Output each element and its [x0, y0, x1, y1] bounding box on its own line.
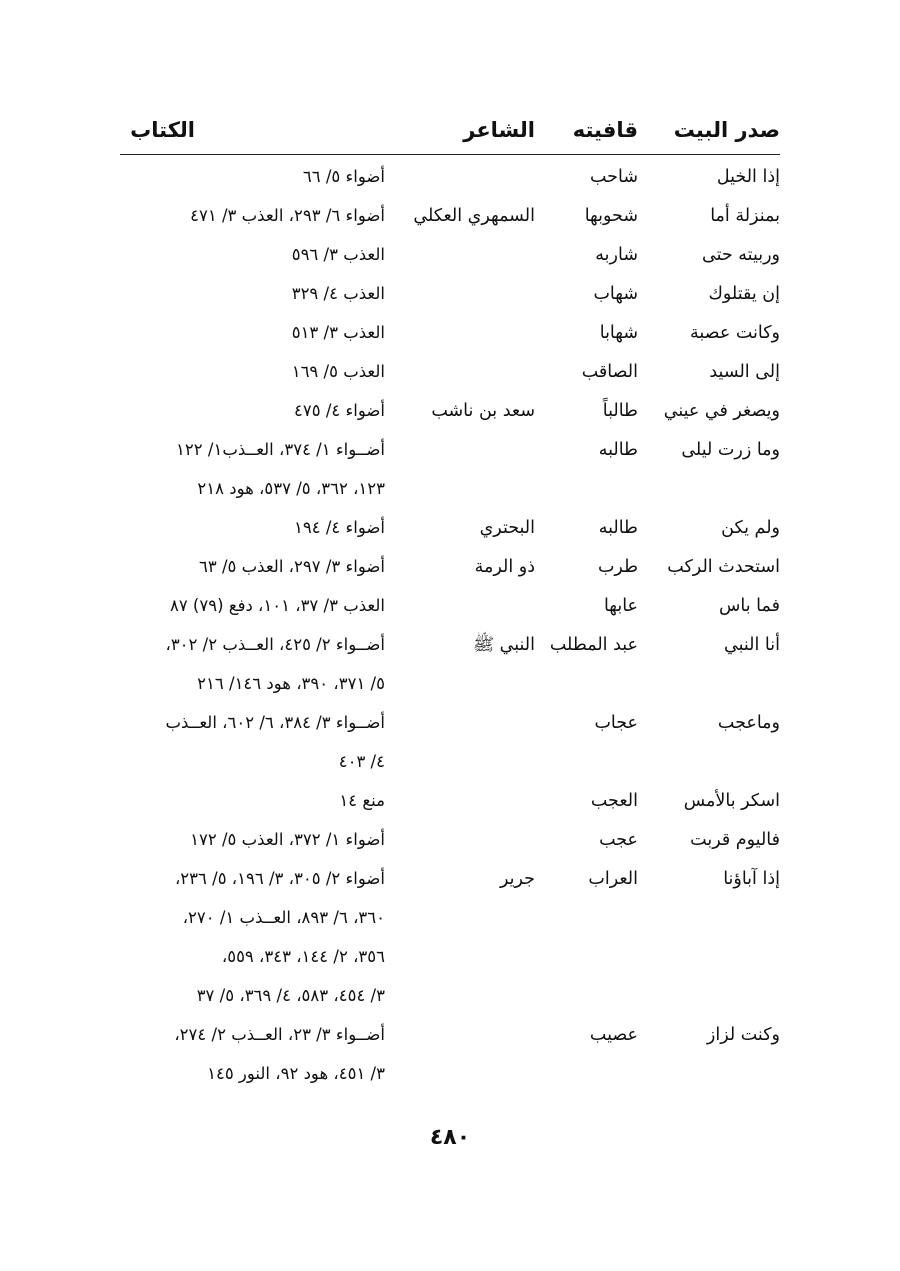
cell-sadr: وكانت عصبة [689, 323, 780, 343]
header-kitab: الكتاب [130, 118, 195, 142]
cell-qafiya: عجاب [594, 713, 638, 733]
table-row [0, 745, 900, 784]
cell-shaer: البحتري [479, 518, 535, 538]
cell-qafiya: طرب [597, 557, 638, 577]
table-row [0, 433, 900, 472]
cell-sadr: إلى السيد [709, 362, 780, 382]
table-row [0, 823, 900, 862]
cell-shaer: سعد بن ناشب [431, 401, 535, 421]
cell-sadr: فما باس [719, 596, 780, 616]
cell-shaer: النبي ﷺ [472, 635, 535, 655]
cell-sadr: إن يقتلوك [708, 284, 780, 304]
table-header [120, 118, 780, 155]
cell-kitab: أضواء ٥/ ٦٦ [302, 167, 385, 186]
table-row [0, 511, 900, 550]
cell-shaer: ذو الرمة [474, 557, 535, 577]
cell-sadr: وكنت لزاز [706, 1025, 780, 1045]
cell-sadr: وماعجب [717, 713, 780, 733]
cell-kitab: أضواء ١/ ٣٧٢، العذب ٥/ ١٧٢ [190, 830, 385, 849]
cell-kitab: ٣/ ٤٥٤، ٥٨٣، ٤/ ٣٦٩، ٥/ ٣٧ [196, 986, 385, 1005]
table-row [0, 589, 900, 628]
table-row [0, 472, 900, 511]
cell-shaer: جرير [500, 869, 535, 889]
cell-kitab: أضــواء ٣/ ٢٣، العــذب ٢/ ٢٧٤، [174, 1025, 385, 1044]
table-row [0, 160, 900, 199]
header-shaer: الشاعر [463, 118, 535, 142]
table-row [0, 550, 900, 589]
cell-sadr: إذا الخيل [716, 167, 780, 187]
cell-qafiya: طالبه [598, 518, 638, 538]
cell-sadr: استحدث الركب [667, 557, 780, 577]
table-row [0, 628, 900, 667]
cell-kitab: ٤/ ٤٠٣ [338, 752, 385, 771]
cell-qafiya: الصاقب [581, 362, 638, 382]
cell-qafiya: عجب [599, 830, 638, 850]
table-row [0, 940, 900, 979]
table-row [0, 316, 900, 355]
cell-sadr: اسكر بالأمس [683, 791, 780, 811]
header-qafiya: قافيته [572, 118, 638, 142]
cell-shaer: السمهري العكلي [413, 206, 535, 226]
cell-kitab: أضواء ٢/ ٣٠٥، ٣/ ١٩٦، ٥/ ٢٣٦، [174, 869, 385, 888]
cell-qafiya: العراب [588, 869, 638, 889]
cell-kitab: العذب ٣/ ٣٧، ١٠١، دفع (٧٩) ٨٧ [169, 596, 385, 615]
table-row [0, 784, 900, 823]
cell-sadr: بمنزلة أما [710, 206, 780, 226]
cell-kitab: منع ١٤ [339, 791, 385, 810]
table-row [0, 667, 900, 706]
cell-kitab: العذب ٣/ ٥٩٦ [291, 245, 385, 264]
cell-qafiya: طالبه [598, 440, 638, 460]
cell-sadr: وربيته حتى [702, 245, 780, 265]
cell-kitab: أضواء ٤/ ١٩٤ [294, 518, 385, 537]
page-number: ٤٨٠ [429, 1125, 471, 1150]
cell-kitab: ١٢٣، ٣٦٢، ٥/ ٥٣٧، هود ٢١٨ [197, 479, 385, 498]
table-row [0, 1018, 900, 1057]
cell-qafiya: شهاب [593, 284, 638, 304]
cell-kitab: العذب ٣/ ٥١٣ [291, 323, 385, 342]
cell-qafiya: عابها [603, 596, 638, 616]
cell-sadr: ولم يكن [721, 518, 780, 538]
cell-kitab: ٥/ ٣٧١، ٣٩٠، هود ١٤٦/ ٢١٦ [197, 674, 385, 693]
cell-kitab: العذب ٥/ ١٦٩ [291, 362, 385, 381]
cell-sadr: فاليوم قربت [690, 830, 780, 850]
table-row [0, 277, 900, 316]
cell-kitab: أضواء ٤/ ٤٧٥ [294, 401, 385, 420]
cell-kitab: ٣/ ٤٥١، هود ٩٢، النور ١٤٥ [207, 1064, 385, 1083]
cell-kitab: ٣٦٠، ٦/ ٨٩٣، العــذب ١/ ٢٧٠، [182, 908, 385, 927]
table-body [0, 160, 900, 1096]
table-row [0, 979, 900, 1018]
cell-qafiya: عصيب [589, 1025, 638, 1045]
table-row [0, 238, 900, 277]
cell-qafiya: شهابا [599, 323, 638, 343]
cell-kitab: ٣٥٦، ٢/ ١٤٤، ٣٤٣، ٥٥٩، [221, 947, 385, 966]
cell-kitab: العذب ٤/ ٣٢٩ [291, 284, 385, 303]
table-row [0, 355, 900, 394]
cell-qafiya: طالباً [602, 401, 638, 421]
cell-qafiya: شحوبها [584, 206, 638, 226]
cell-sadr: إذا آباؤنا [723, 869, 780, 889]
cell-sadr: أنا النبي [724, 635, 780, 655]
cell-kitab: أضــواء ٢/ ٤٢٥، العــذب ٢/ ٣٠٢، [165, 635, 385, 654]
table-row [0, 1057, 900, 1096]
header-sadr: صدر البيت [673, 118, 780, 142]
table-row [0, 901, 900, 940]
cell-kitab: أضــواء ٣/ ٣٨٤، ٦/ ٦٠٢، العــذب [165, 713, 385, 732]
cell-qafiya: العجب [590, 791, 638, 811]
cell-qafiya: شاربه [595, 245, 638, 265]
table-row [0, 394, 900, 433]
table-row [0, 199, 900, 238]
table-row [0, 862, 900, 901]
cell-sadr: وما زرت ليلى [681, 440, 780, 460]
cell-qafiya: شاحب [590, 167, 638, 187]
cell-qafiya: عبد المطلب [549, 635, 638, 655]
cell-kitab: أضواء ٣/ ٢٩٧، العذب ٥/ ٦٣ [198, 557, 385, 576]
table-row [0, 706, 900, 745]
cell-kitab: أضواء ٦/ ٢٩٣، العذب ٣/ ٤٧١ [190, 206, 385, 225]
cell-kitab: أضــواء ١/ ٣٧٤، العــذب١/ ١٢٢ [176, 440, 385, 459]
cell-sadr: ويصغر في عيني [663, 401, 780, 421]
